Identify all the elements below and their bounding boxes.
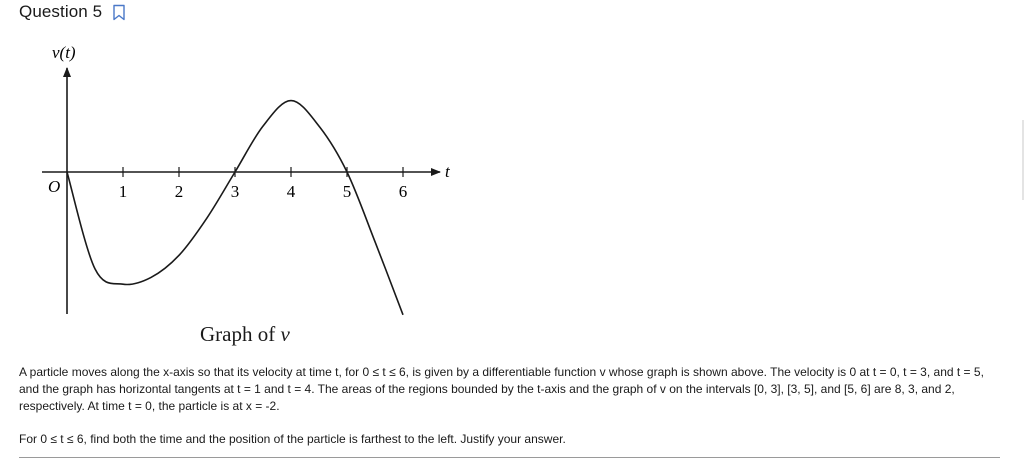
velocity-curve [67,101,403,315]
x-tick-label-6: 6 [398,182,408,201]
x-axis-label: t [445,162,450,181]
problem-task: For 0 ≤ t ≤ 6, find both the time and the position of the particle is farthest to the left. Justify your answer. [19,432,566,446]
x-tick-label-2: 2 [174,182,184,201]
x-tick-label-4: 4 [286,182,296,201]
x-tick-label-5: 5 [342,182,352,201]
x-tick-label-3: 3 [230,182,240,201]
y-axis-label: v(t) [52,43,76,62]
question-title: Question 5 [19,2,103,21]
graph-caption: Graph of v [200,322,290,346]
problem-paragraph: A particle moves along the x-axis so that its velocity at time t, for 0 ≤ t ≤ 6, is given by a differentiable function v whose graph is shown above. The velocity is 0 at t = 0, t = 3, and t = 5, and the graph has horizontal tangents at t = 1 and t = 4. The areas of the regions bounded by the t-axis and the graph of v on the intervals [0, 3], [3, 5], and [5, 6] are 8, 3, and 2, respectively. At time t = 0, the particle is at x = -2. [19,365,984,413]
velocity-graph [0,0,470,320]
origin-label: O [48,177,61,196]
x-tick-label-1: 1 [118,182,128,201]
